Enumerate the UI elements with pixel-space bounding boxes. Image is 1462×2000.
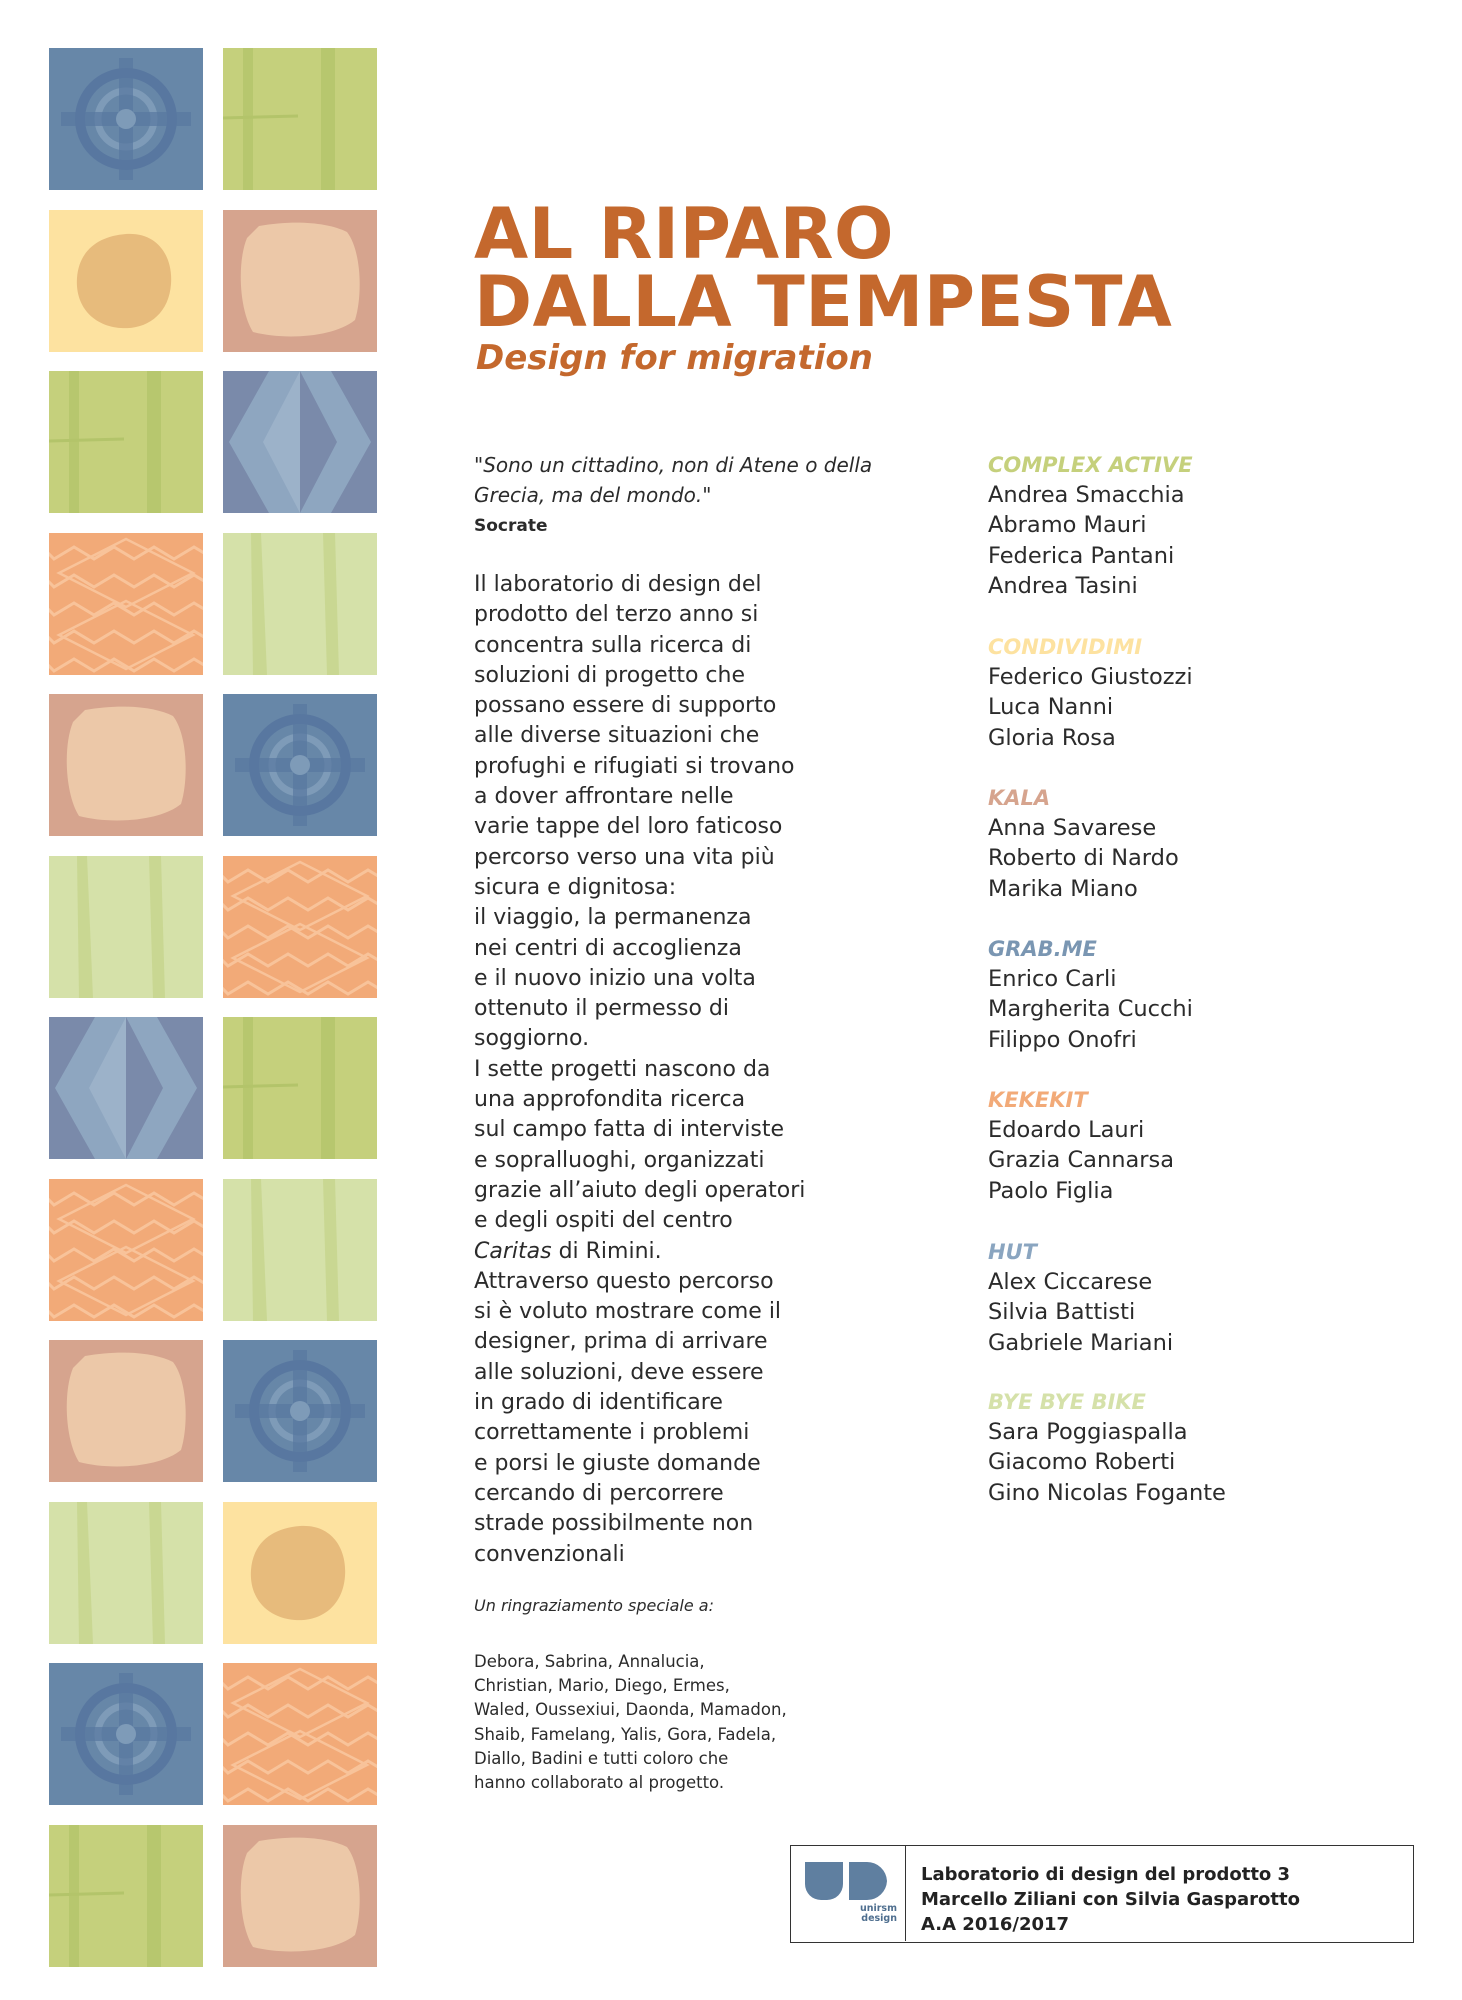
light-green-stripe-motif-icon [223,533,377,675]
title-line-2: DALLA TEMPESTA [474,261,1173,343]
quote-author: Socrate [474,516,548,536]
blue-circle-motif-icon [49,1663,203,1805]
body-line: I sette progetti nascono da [474,1056,771,1082]
body-line: Caritas di Rimini. [474,1238,662,1264]
team-member: Andrea Tasini [988,572,1138,599]
body-line: e sopralluoghi, organizzati [474,1147,765,1173]
thanks-list [474,1650,874,1795]
team-block [988,1387,1226,1508]
team-member: Paolo Figlia [988,1177,1114,1204]
body-line: concentra sulla ricerca di [474,632,752,658]
body-line: sul campo fatta di interviste [474,1117,784,1143]
blue-circle-motif-icon [223,1340,377,1482]
course-info-box [790,1845,1414,1943]
body-line: strade possibilmente non [474,1511,754,1537]
body-line: e porsi le giuste domande [474,1450,761,1476]
body-line: designer, prima di arrivare [474,1329,768,1355]
body-line: prodotto del terzo anno si [474,602,759,628]
salmon-square-motif-icon [223,210,377,352]
team-member: Sara Poggiaspalla [988,1419,1188,1445]
team-member: Filippo Onofri [988,1026,1137,1053]
orange-zigzag-motif-icon [49,533,203,675]
team-member: Margherita Cucchi [988,996,1193,1023]
body-line: soluzioni di progetto che [474,662,745,688]
logo-wordmark [849,1904,897,1924]
team-block [988,934,1193,1055]
light-green-stripe-motif-icon [223,1179,377,1321]
body-line: percorso verso una vita più [474,844,775,870]
team-member: Edoardo Lauri [988,1117,1145,1143]
team-name: KEKEKIT [988,1088,1088,1112]
orange-zigzag-motif-icon [223,1663,377,1805]
team-member: Luca Nanni [988,694,1114,721]
body-line: il viaggio, la permanenza [474,905,752,931]
body-line: Attraverso questo percorso [474,1268,774,1294]
body-line: alle diverse situazioni che [474,723,760,749]
team-member: Gabriele Mariani [988,1329,1174,1356]
team-member: Gino Nicolas Fogante [988,1479,1226,1506]
team-member: Andrea Smacchia [988,482,1185,508]
thanks-label: Un ringraziamento speciale a: [474,1596,714,1615]
thanks-line: Waled, Oussexiui, Daonda, Mamadon, [474,1700,787,1720]
salmon-square-motif-icon [49,694,203,836]
logo-line-1: unirsm [859,1903,897,1914]
team-member: Federica Pantani [988,542,1175,569]
orange-zigzag-motif-icon [223,856,377,998]
team-member: Marika Miano [988,875,1138,902]
salmon-square-motif-icon [49,1340,203,1482]
thanks-line: Christian, Mario, Diego, Ermes, [474,1676,730,1696]
body-line: nei centri di accoglienza [474,935,742,961]
body-line: varie tappe del loro faticoso [474,814,783,840]
team-block [988,1085,1174,1206]
body-line: convenzionali [474,1541,625,1567]
body-line: Il laboratorio di design del [474,572,762,597]
thanks-line: Shaib, Famelang, Yalis, Gora, Fadela, [474,1724,777,1744]
thanks-line: hanno collaborato al progetto. [474,1773,725,1793]
academic-year: A.A 2016/2017 [921,1914,1070,1935]
team-block [988,450,1193,601]
green-stripe-motif-icon [49,371,203,513]
body-line: si è voluto mostrare come il [474,1299,782,1325]
team-name: CONDIVIDIMI [988,635,1143,659]
team-name: GRAB.ME [988,937,1097,961]
body-line: e il nuovo inizio una volta [474,965,756,991]
body-line: in grado di identificare [474,1390,723,1416]
team-block [988,632,1193,753]
team-member: Alex Ciccarese [988,1269,1153,1295]
team-member: Silvia Battisti [988,1299,1136,1326]
orange-zigzag-motif-icon [49,1179,203,1321]
ud-logo-icon [805,1862,895,1902]
blue-circle-motif-icon [49,48,203,190]
body-line: soggiorno. [474,1026,590,1052]
body-line: una approfondita ricerca [474,1087,746,1113]
blue-circle-motif-icon [223,694,377,836]
yellow-dot-motif-icon [49,210,203,352]
course-info-text [921,1862,1300,1937]
body-line: e degli ospiti del centro [474,1208,733,1234]
team-member: Abramo Mauri [988,512,1147,539]
body-line: grazie all’aiuto degli operatori [474,1177,806,1203]
green-stripe-motif-icon [223,1017,377,1159]
team-member: Giacomo Roberti [988,1449,1176,1476]
body-line: cercando di percorrere [474,1480,724,1506]
body-text [474,570,874,1570]
team-member: Enrico Carli [988,966,1117,992]
green-stripe-motif-icon [49,1825,203,1967]
light-green-stripe-motif-icon [49,1502,203,1644]
body-line: profughi e rifugiati si trovano [474,753,795,779]
team-name: KALA [988,786,1051,810]
team-name: COMPLEX ACTIVE [988,453,1193,477]
body-line: possano essere di supporto [474,693,777,719]
team-block [988,1237,1173,1358]
body-line: alle soluzioni, deve essere [474,1359,764,1385]
team-member: Gloria Rosa [988,724,1116,751]
page-title [474,193,1173,343]
light-green-stripe-motif-icon [49,856,203,998]
team-member: Roberto di Nardo [988,845,1179,872]
salmon-square-motif-icon [223,1825,377,1967]
thanks-line: Debora, Sabrina, Annalucia, [474,1652,705,1671]
slate-diamond-motif-icon [49,1017,203,1159]
body-line: correttamente i problemi [474,1420,750,1446]
body-line: sicura e dignitosa: [474,874,677,900]
team-block [988,783,1179,904]
page-subtitle: Design for migration [476,338,873,378]
team-member: Anna Savarese [988,815,1157,841]
logo-line-2: design [861,1913,897,1924]
yellow-dot-motif-icon [223,1502,377,1644]
team-name: BYE BYE BIKE [988,1390,1146,1414]
body-line: a dover affrontare nelle [474,784,734,810]
green-stripe-motif-icon [223,48,377,190]
team-member: Grazia Cannarsa [988,1147,1175,1174]
course-name: Laboratorio di design del prodotto 3 [921,1864,1291,1885]
team-member: Federico Giustozzi [988,664,1193,690]
quote-text: "Sono un cittadino, non di Atene o della Grecia, ma del mondo." [474,453,873,507]
body-line: ottenuto il permesso di [474,996,730,1022]
unirsm-design-logo [791,1846,906,1941]
team-name: HUT [988,1240,1037,1264]
course-teachers: Marcello Ziliani con Silvia Gasparotto [921,1889,1300,1910]
slate-diamond-motif-icon [223,371,377,513]
title-line-1: AL RIPARO [474,193,895,275]
thanks-line: Diallo, Badini e tutti coloro che [474,1748,729,1768]
